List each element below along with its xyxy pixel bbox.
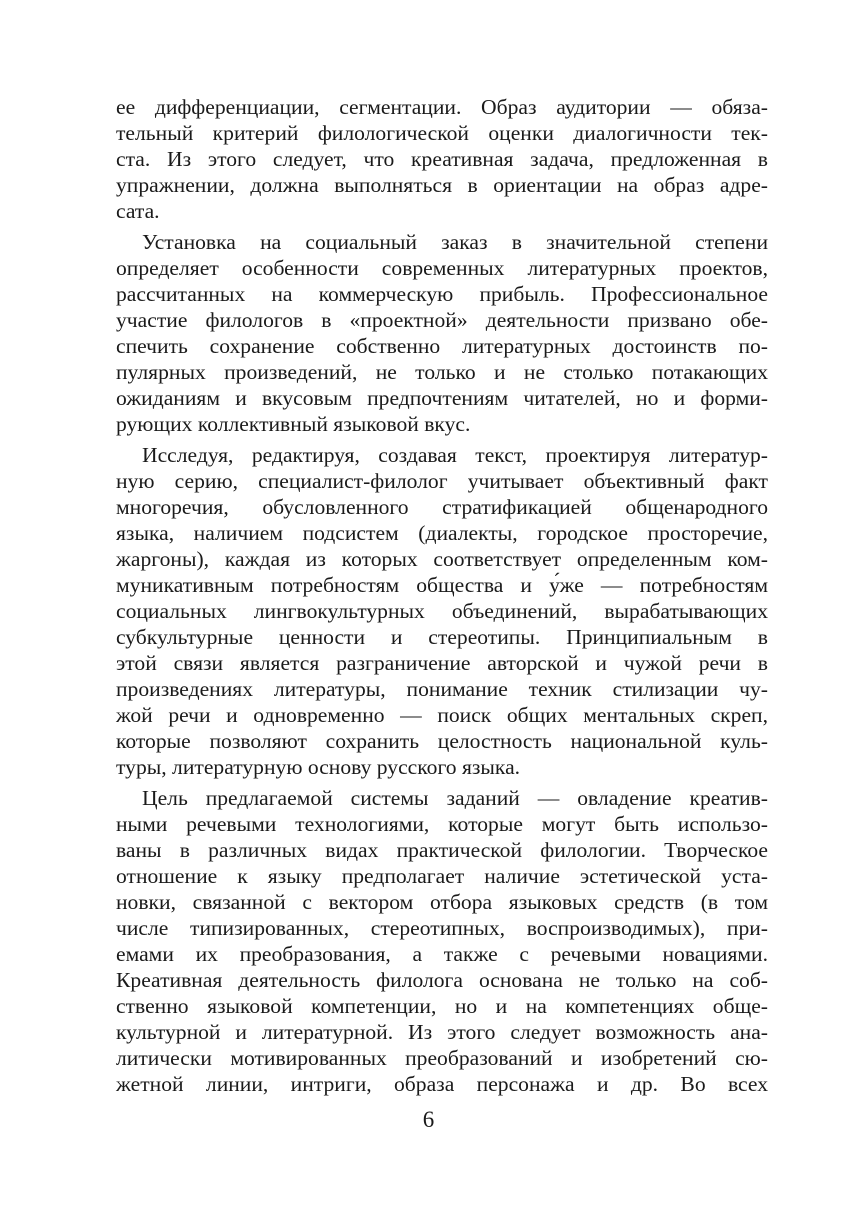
text-line: туры, литературную основу русского языка. [116, 755, 521, 779]
text-line: определяет особенности современных литературных проектов, [116, 256, 768, 280]
paragraph-3 [116, 442, 768, 780]
text-line: сата. [116, 199, 160, 223]
text-line: новки, связанной с вектором отбора языковых средств (в том [116, 890, 768, 914]
text-line: литически мотивированных преобразований и изобретений сю- [116, 1046, 768, 1070]
text-line: отношение к языку предполагает наличие эстетической уста- [116, 864, 768, 888]
text-line: которые позволяют сохранить целостность национальной куль- [116, 729, 768, 753]
paragraph-4 [116, 785, 768, 1097]
text-line: ожиданиям и вкусовым предпочтениям читателей, но и форми- [116, 386, 768, 410]
text-line: социальных лингвокультурных объединений, вырабатывающих [116, 599, 768, 623]
text-line: жетной линии, интриги, образа персонажа и др. Во всех [116, 1072, 768, 1096]
text-line: культурной и литературной. Из этого следует возможность ана- [116, 1020, 768, 1044]
text-line: Креативная деятельность филолога основана не только на соб- [116, 968, 768, 992]
text-line: ваны в различных видах практической филологии. Творческое [116, 838, 768, 862]
text-line: жой речи и одновременно — поиск общих ментальных скреп, [116, 703, 768, 727]
text-line: многоречия, обусловленного стратификацией общенародного [116, 495, 768, 519]
text-line: ную серию, специалист-филолог учитывает объективный факт [116, 469, 768, 493]
text-line: емами их преобразования, а также с речевыми новациями. [116, 942, 768, 966]
text-line: упражнении, должна выполняться в ориентации на образ адре- [116, 173, 768, 197]
text-line: Установка на социальный заказ в значительной степени [142, 230, 768, 254]
text-line: языка, наличием подсистем (диалекты, городское просторечие, [116, 521, 768, 545]
text-line: ее дифференциации, сегментации. Образ аудитории — обяза- [116, 95, 768, 119]
text-line: произведениях литературы, понимание техник стилизации чу- [116, 677, 768, 701]
text-line: жаргоны), каждая из которых соответствует определенным ком- [116, 547, 768, 571]
page-number: 6 [422, 1107, 435, 1132]
text-line: рассчитанных на коммерческую прибыль. Профессиональное [116, 282, 768, 306]
text-line: числе типизированных, стереотипных, воспроизводимых), при- [116, 916, 768, 940]
text-line: Цель предлагаемой системы заданий — овладение креатив- [142, 786, 768, 810]
text-line: рующих коллективный языковой вкус. [116, 412, 471, 436]
text-line: ственно языковой компетенции, но и на компетенциях обще- [116, 994, 768, 1018]
page-text [116, 94, 768, 1102]
text-line: субкультурные ценности и стереотипы. Принципиальным в [116, 625, 768, 649]
text-line: ста. Из этого следует, что креативная задача, предложенная в [116, 147, 768, 171]
text-line: Исследуя, редактируя, создавая текст, проектируя литератур- [142, 443, 768, 467]
text-line: пулярных произведений, не только и не столько потакающих [116, 360, 768, 384]
paragraph-1 [116, 94, 768, 224]
text-line: ными речевыми технологиями, которые могут быть использо- [116, 812, 768, 836]
text-line: спечить сохранение собственно литературных достоинств по- [116, 334, 768, 358]
text-line: тельный критерий филологической оценки диалогичности тек- [116, 121, 768, 145]
paragraph-2 [116, 229, 768, 437]
text-line: этой связи является разграничение авторской и чужой речи в [116, 651, 768, 675]
text-line: участие филологов в «проектной» деятельности призвано обе- [116, 308, 768, 332]
text-line: муникативным потребностям общества и у́же — потребностям [116, 573, 768, 597]
